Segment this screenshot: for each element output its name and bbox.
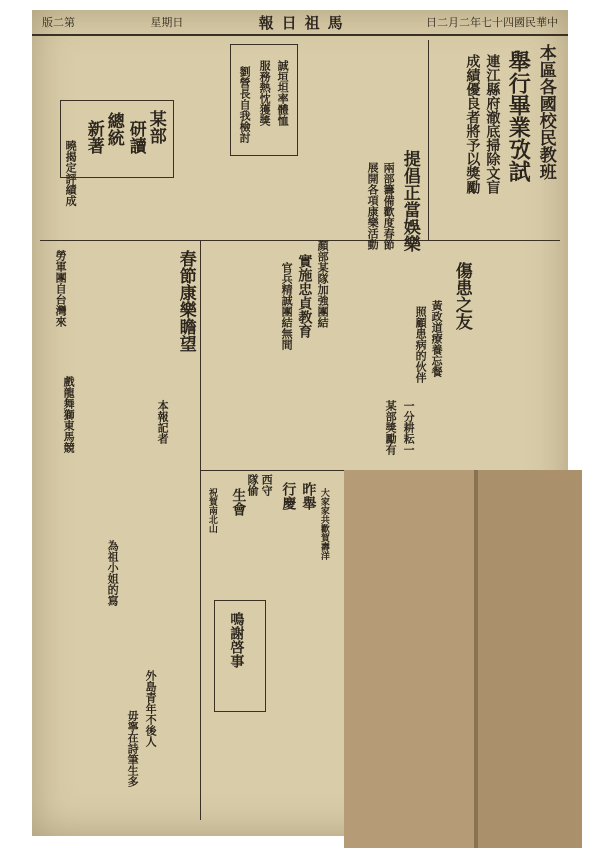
entertainment-subhead-2: 展開各項康樂活動	[366, 162, 380, 250]
notice-headline: 鳴謝啓事	[228, 612, 245, 668]
main-body	[436, 44, 460, 234]
masthead-paper-name: 報日祖馬	[258, 13, 351, 32]
spring-byline: 本報記者	[156, 400, 170, 444]
commerce-side: 大家家共歡賀壽洋	[318, 488, 329, 560]
entertainment-subhead-1: 兩部籌備歡度春節	[382, 162, 396, 250]
column-rule	[428, 40, 429, 240]
commerce-headline-1: 昨舉	[300, 482, 317, 510]
service-headline-1: 誠垣坦率體恤	[276, 60, 290, 126]
main-subhead-1: 連江縣府澈底掃除文盲	[484, 54, 501, 194]
research-subhead: 曉揭定評績成	[64, 140, 78, 206]
loyalty-kicker: 顏部某隊加強團結	[316, 240, 330, 328]
column-rule	[200, 240, 201, 820]
service-headline-2: 服務熱忱獲獎	[258, 60, 272, 126]
friend-subhead-2: 照顧患病的伙伴	[414, 306, 428, 383]
research-headline-2: 研讀	[125, 120, 146, 154]
main-kicker: 本區各國校民教班	[535, 44, 556, 180]
commerce-headline-3: 生會	[230, 488, 247, 516]
loyalty-headline: 實施忠貞教育	[296, 254, 313, 338]
research-headline-1: 某部	[145, 110, 166, 144]
essay-title-3: 毋寧在詩筆生多	[126, 710, 140, 787]
friend-subhead-1: 黃政道療養忘餐	[430, 300, 444, 377]
paper-patch-light	[344, 470, 474, 848]
commerce-line-1: 西守	[260, 474, 274, 496]
entertainment-headline: 提倡正當娛樂	[399, 150, 420, 252]
masthead	[32, 10, 568, 36]
spring-side-1: 勞軍團自台灣來	[54, 250, 68, 327]
award-headline: 一分耕耘一	[402, 400, 416, 455]
main-headline: 舉行畢業攷試	[505, 50, 532, 182]
main-subhead-2: 成績優良者將予以獎勵	[464, 54, 481, 194]
essay-title-2: 外島青年不後人	[144, 670, 158, 747]
masthead-weekday: 星期日	[150, 16, 184, 29]
friend-headline: 傷患之友	[451, 262, 472, 330]
essay-title-1: 為祖小姐的寫	[106, 540, 120, 606]
spring-headline: 春節康樂瞻望	[175, 250, 196, 352]
research-headline-3: 總統	[103, 112, 124, 146]
award-subhead: 某部獎勵有	[384, 400, 398, 455]
loyalty-subhead: 官兵精誠團結無間	[280, 262, 294, 350]
masthead-page: 版二第	[42, 16, 75, 29]
section-rule	[40, 240, 560, 241]
research-headline-4: 新著	[83, 120, 104, 154]
commerce-side-2: 祝賀南北山	[206, 488, 217, 533]
commerce-headline-2: 行慶	[280, 482, 297, 510]
paper-patch-seam	[474, 470, 478, 848]
masthead-date: 日二月二年七十四國民華中	[426, 16, 558, 29]
service-subhead: 劉營長自我檢討	[238, 66, 252, 143]
spring-side-2: 戲龍舞獅東馬競	[62, 376, 76, 453]
commerce-line-2: 隊偷	[246, 474, 260, 496]
entertainment-body	[300, 40, 420, 140]
